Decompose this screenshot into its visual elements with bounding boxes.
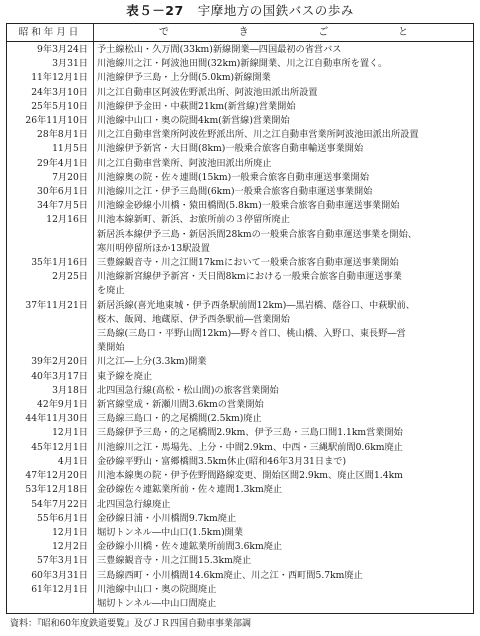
row-date: 3月18日 [52, 384, 88, 396]
row-event-line: を廃止 [97, 285, 125, 297]
row-event-line: 川池線中山口・奥の院間4km(新営線)営業開始 [97, 115, 290, 127]
row-date: 4月1日 [57, 455, 88, 467]
table-row [7, 256, 473, 270]
source-note: 資料：『昭和60年度鉄道要覧』及びＪＲ四国自動車事業部調 [10, 619, 251, 629]
table-row [7, 355, 473, 369]
table-row [7, 370, 473, 384]
table-row [7, 583, 473, 611]
table-row [7, 384, 473, 398]
table-row [7, 299, 473, 356]
row-event-line: 川池線伊予金田・中萩間21km(新営線)営業開始 [97, 100, 296, 112]
row-date: 12月2日 [52, 541, 88, 553]
row-date: 54年7月22日 [31, 498, 88, 510]
row-event-line: 三島線(三島口・平野山間12km)―野々首口、桃山橋、入野口、東長野―営 [97, 328, 406, 340]
row-date [7, 228, 93, 256]
row-date: 40年3月17日 [31, 370, 88, 382]
row-event-line: 川之江―上分(3.3km)開業 [97, 356, 207, 368]
row-date: 3月31日 [52, 58, 88, 70]
event-header-char: き [238, 27, 249, 38]
row-date: 12月16日 [46, 214, 88, 226]
table-row [7, 57, 473, 71]
row-event-line: 三豊線観音寺・川之江間17kmにおいて一般乗合旅客自動車運送事業開始 [97, 257, 399, 269]
row-event-line: 川池線伊予新宮・大日間(8km)一般乗合旅客自動車輸送事業開始 [97, 143, 364, 155]
row-date: 9年3月24日 [37, 44, 88, 55]
table-header [7, 24, 473, 42]
row-date: 44年11月30日 [25, 413, 88, 425]
row-date: 57年3月1日 [37, 555, 88, 567]
row-event [93, 384, 473, 398]
row-event [93, 441, 473, 455]
row-event-line: 川池線中山口・奥の院間廃止 [97, 583, 217, 595]
row-event [93, 554, 473, 568]
table-row [7, 43, 473, 57]
row-event-line: 北四国急行線廃止 [97, 498, 171, 510]
row-event [93, 498, 473, 512]
table-row [7, 71, 473, 85]
table-row [7, 540, 473, 554]
row-date: 28年8月1日 [37, 129, 88, 141]
row-event-line: 川池線伊予三島・上分間(5.0km)新線開業 [97, 72, 271, 84]
row-date: 45年12月1日 [31, 441, 88, 453]
row-event [93, 569, 473, 583]
row-event [93, 57, 473, 71]
table-row [7, 270, 473, 298]
row-event [93, 228, 473, 256]
row-event [93, 583, 473, 611]
row-date: 12月1日 [52, 427, 88, 439]
row-event-line: 北四国急行線(高松・松山間)の旅客営業開始 [97, 384, 279, 396]
row-event-line: 三島線三島口・的之尾橋間(2.5km)廃止 [97, 413, 262, 425]
row-event [93, 142, 473, 156]
row-event [93, 199, 473, 213]
table-row [7, 526, 473, 540]
table-row [7, 569, 473, 583]
table-row [7, 128, 473, 142]
row-event [93, 213, 473, 227]
row-event [93, 398, 473, 412]
table-row [7, 554, 473, 568]
table-row [7, 426, 473, 440]
table-row [7, 142, 473, 156]
row-event-line: 川池線新宮線伊予新宮・天日間8kmにおける一般乗合旅客自動車運送事業 [97, 271, 402, 283]
table-row [7, 228, 473, 256]
row-event [93, 157, 473, 171]
row-event-line: 川池線川之江・阿波池田間(32km)新線開業、川之江自動車所を置く。 [97, 58, 388, 70]
row-event-line: 三島線伊予三島・的之尾橋間2.9km、伊予三島・三島口間1.1km営業開始 [97, 427, 403, 439]
row-event [93, 128, 473, 142]
row-date: 34年7月5日 [37, 200, 88, 212]
row-event-line: 金砂線小川橋・佐々連鉱業所前間3.6km廃止 [97, 541, 283, 553]
table-row [7, 100, 473, 114]
row-event-line: 業開始 [97, 342, 125, 354]
row-event [93, 71, 473, 85]
row-event-line: 桜木、飯岡、地蔵原、伊予西条駅前―営業開始 [97, 313, 290, 325]
row-event-line: 堀切トンネル―中山口(1.5km)開業 [97, 526, 244, 538]
row-event-line: 川之江自動車営業所阿波佐野派出所、川之江自動車営業所阿波池田派出所設置 [97, 129, 419, 141]
row-date: 39年2月20日 [31, 356, 88, 368]
table-row [7, 398, 473, 412]
table-row [7, 171, 473, 185]
row-event-line: 新居浜本線伊予三島・新居浜間28kmの一般乗合旅客自動車運送事業を開始、 [97, 228, 417, 240]
row-date: 25年5月10日 [31, 100, 88, 112]
row-date: 12月1日 [52, 526, 88, 538]
row-event-line: 川池線川之江・馬場先、上分・中間2.9km、中西・三縄駅前間0.6km廃止 [97, 441, 403, 453]
row-date: 47年12月20日 [25, 470, 88, 482]
event-column-header [94, 24, 473, 41]
row-event [93, 86, 473, 100]
row-event [93, 185, 473, 199]
row-event-line: 川池本線奥の院・伊予佐野間路線変更、開始区間2.9km、廃止区間1.4km [97, 470, 403, 482]
row-event-line: 金砂線日浦・小川橋間9.7km廃止 [97, 512, 237, 524]
table-number: 表５－27 [126, 3, 184, 18]
date-column-header: 昭和年月日 [18, 27, 82, 38]
row-event-line: 川之江自動車営業所、阿波池田派出所廃止 [97, 157, 272, 169]
table-row [7, 114, 473, 128]
row-date: 42年9月1日 [37, 399, 88, 411]
row-date: 30年6月1日 [37, 186, 88, 198]
row-date: 60年3月31日 [31, 569, 88, 581]
table-title [0, 3, 480, 19]
table-row [7, 512, 473, 526]
row-event [93, 299, 473, 356]
row-event [93, 526, 473, 540]
row-event [93, 512, 473, 526]
row-event-line: 川之江自動車区阿波佐野派出所、阿波池田派出所設置 [97, 86, 318, 98]
row-event [93, 43, 473, 57]
row-event-line: 東予線を廃止 [97, 370, 153, 382]
row-event-line: 予土線松山・久万間(33km)新線開業―四国最初の省営バス [97, 44, 342, 55]
row-date: 37年11月21日 [25, 299, 88, 311]
row-event-line: 金砂線平野山・富郷橋間3.5km休止(昭和46年3月31日まで) [97, 455, 347, 467]
row-date: 24年3月10日 [31, 86, 88, 98]
event-header-char: で [158, 27, 169, 38]
row-event [93, 455, 473, 469]
row-event [93, 469, 473, 483]
table-row [7, 455, 473, 469]
row-date: 11月5日 [52, 143, 88, 155]
table-body [7, 43, 473, 611]
row-date: 55年6月1日 [37, 512, 88, 524]
row-event [93, 114, 473, 128]
table-row [7, 157, 473, 171]
row-event-line: 川池線川之江・伊予三島間(6km)一般乗合旅客自動車運送事業開始 [97, 186, 373, 198]
row-event [93, 426, 473, 440]
row-event [93, 355, 473, 369]
row-event-line: 新居浜線(喜光地東城・伊予西条駅前間12km)―黒岩橋、蔭谷口、中萩駅前、 [97, 299, 415, 311]
row-event [93, 370, 473, 384]
row-event [93, 412, 473, 426]
row-event-line: 川池本線新町、新浜、お旅所前の３停留所廃止 [97, 214, 290, 226]
row-date: 29年4月1日 [37, 157, 88, 169]
table-row [7, 483, 473, 497]
row-date: 26年11月10日 [25, 115, 88, 127]
table-row [7, 412, 473, 426]
row-event-line: 金砂線佐々連鉱業所前・佐々連間1.3km廃止 [97, 484, 283, 496]
row-event-line: 堀切トンネル―中山口間廃止 [97, 597, 217, 609]
event-header-char: と [398, 27, 409, 38]
table-caption: 宇摩地方の国鉄バスの歩み [197, 3, 354, 18]
row-event-line: 川池線奥の院・佐々連間(15km)一般乗合旅客自動車運送事業開始 [97, 171, 370, 183]
row-event [93, 256, 473, 270]
row-date: 53年12月18日 [25, 484, 88, 496]
row-event-line: 寒川明停留所ほか13駅設置 [97, 242, 210, 254]
row-event-line: 新宮線堂成・新瀬川間3.6kmの営業開始 [97, 399, 264, 411]
table-row [7, 199, 473, 213]
row-event-line: 三島線西町・小川橋間14.6km廃止、川之江・西町間5.7km廃止 [97, 569, 363, 581]
row-event [93, 540, 473, 554]
event-header-char: ご [318, 27, 329, 38]
table-row [7, 213, 473, 227]
row-event-line: 三豊線観音寺・川之江間15.3km廃止 [97, 555, 252, 567]
row-date: 11年12月1日 [31, 72, 88, 84]
row-date: 2月25日 [52, 271, 88, 283]
row-date: 7月20日 [52, 171, 88, 183]
row-date: 61年12月1日 [31, 583, 88, 595]
row-event-line: 川池線金砂線小川橋・猿田橋間(5.8km)一般乗合旅客自動車運送事業開始 [97, 200, 400, 212]
table-row [7, 469, 473, 483]
row-event [93, 270, 473, 298]
row-event [93, 171, 473, 185]
row-event [93, 483, 473, 497]
row-event [93, 100, 473, 114]
table-row [7, 498, 473, 512]
row-date: 35年1月16日 [31, 257, 88, 269]
table-row [7, 86, 473, 100]
history-table [6, 23, 474, 614]
table-row [7, 185, 473, 199]
table-row [7, 441, 473, 455]
